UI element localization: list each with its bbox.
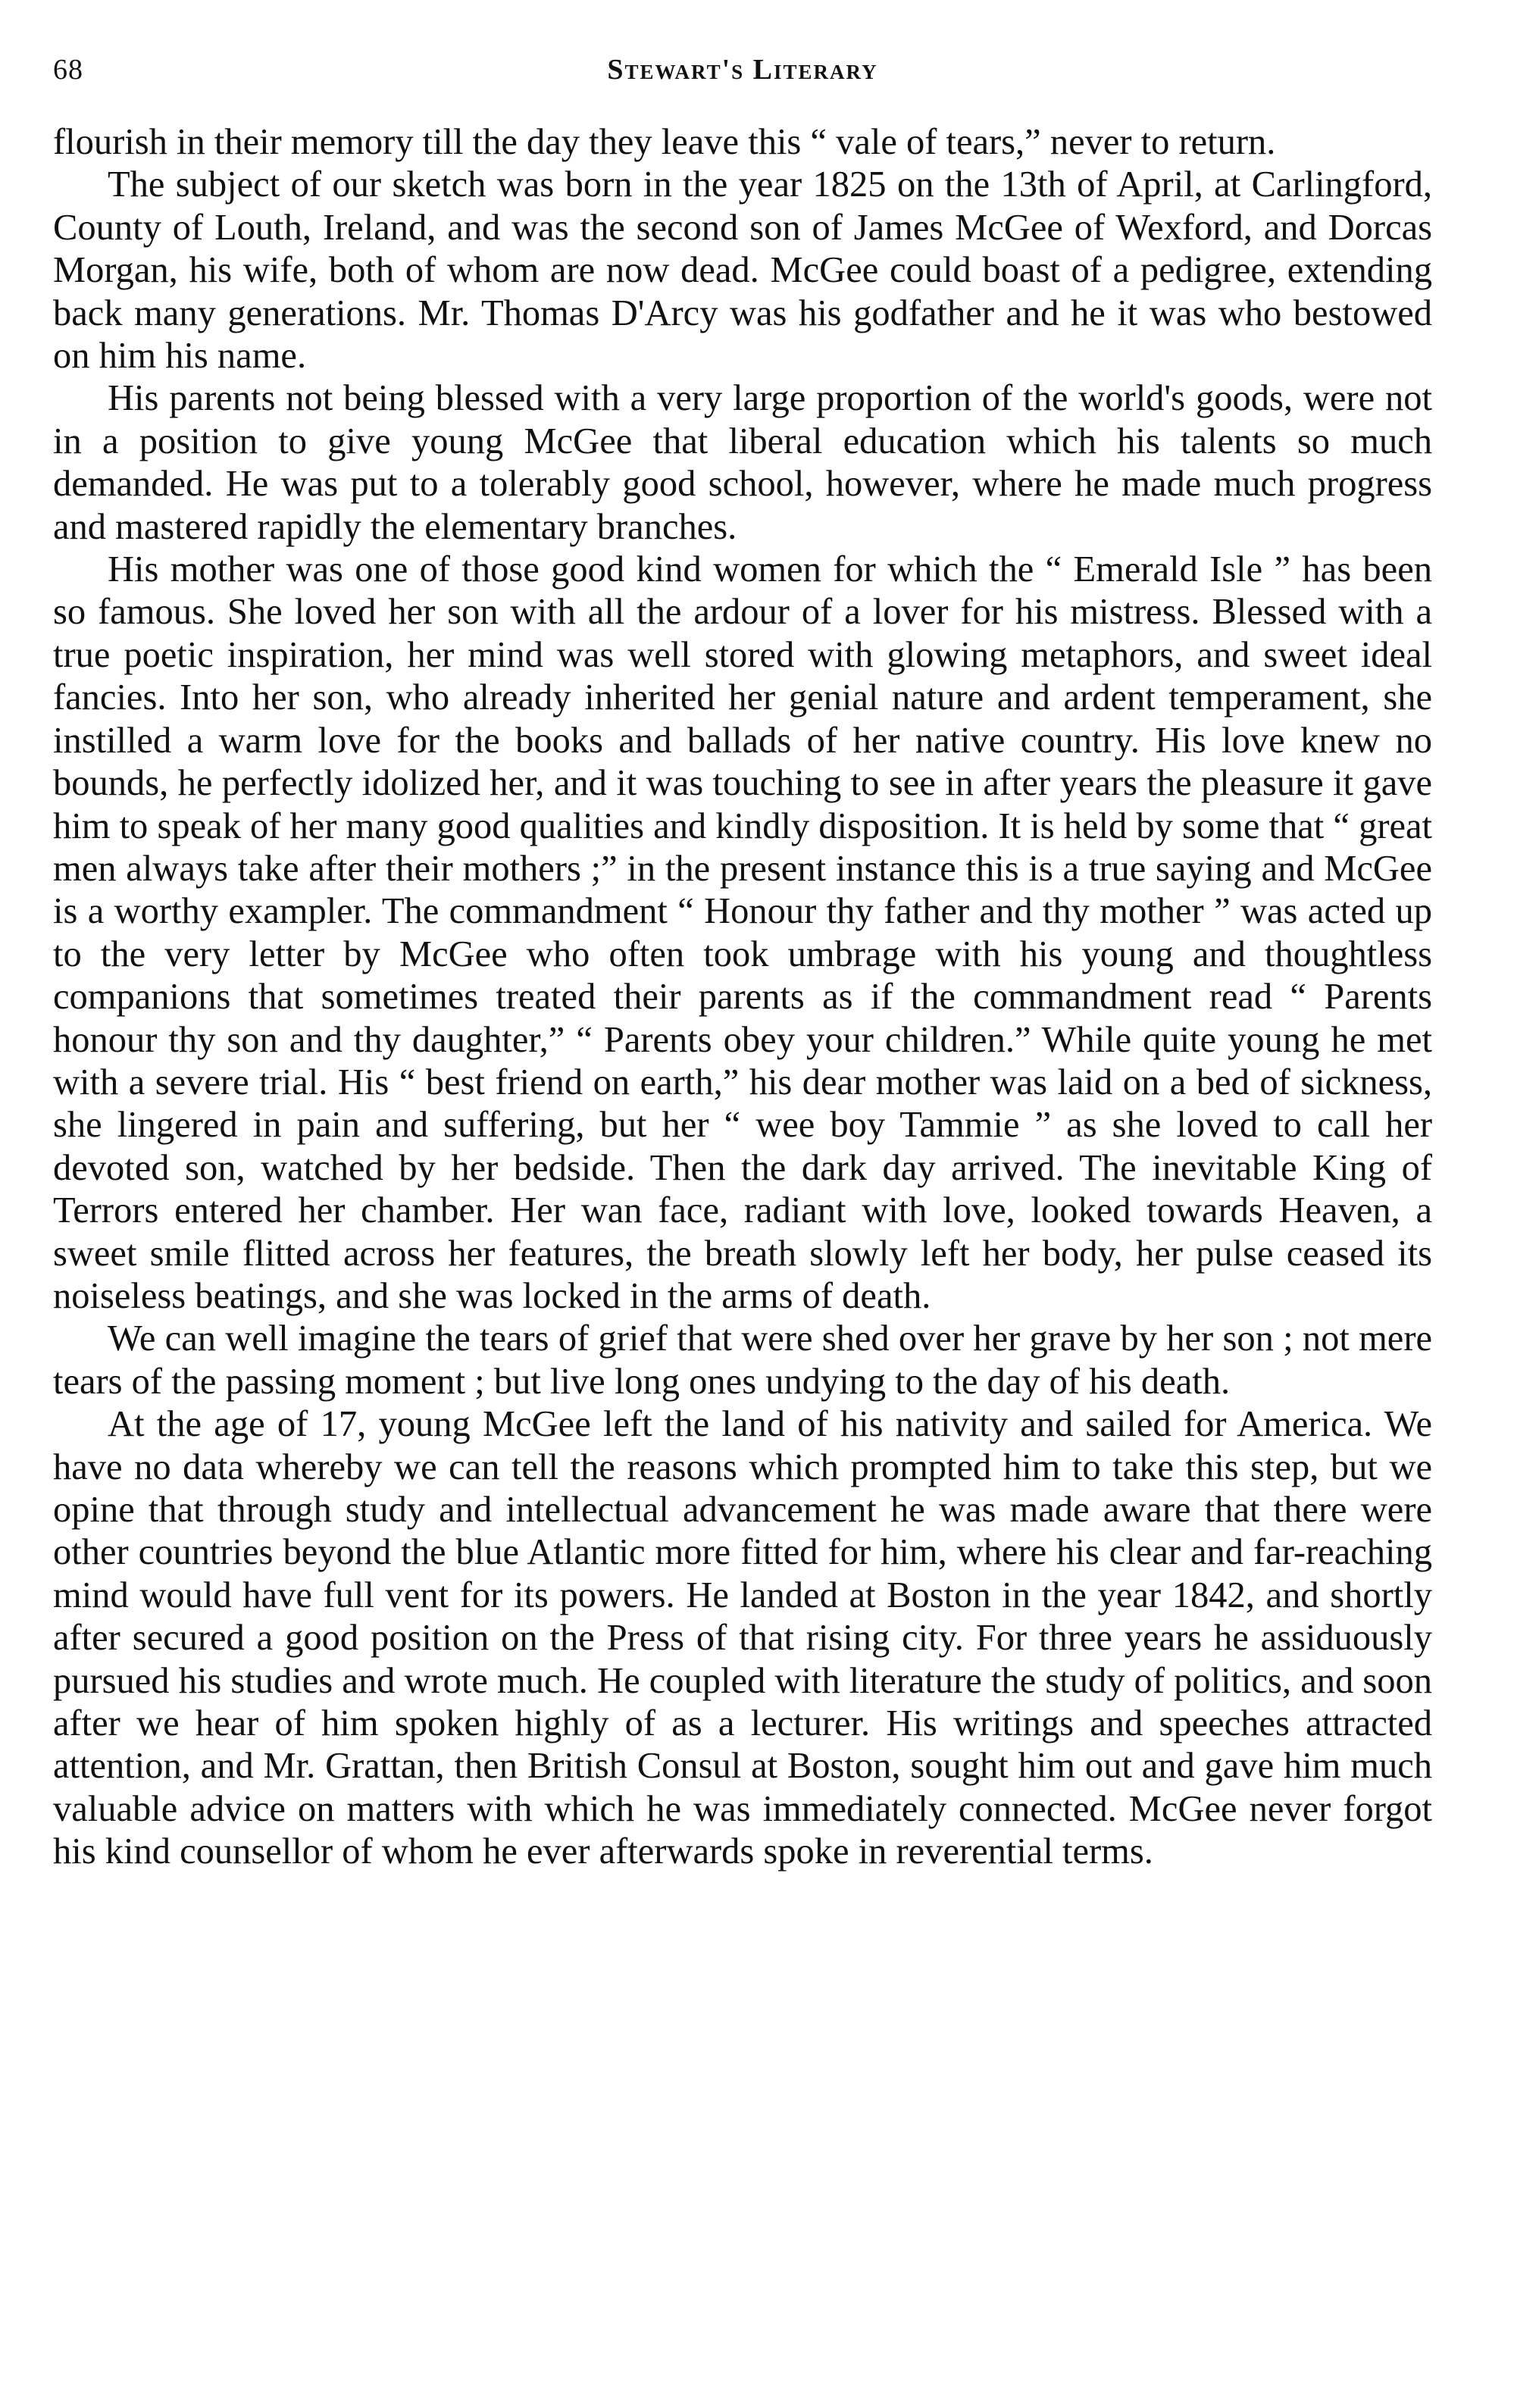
paragraph-2: The subject of our sketch was born in the year 1825 on the 13th of April, at Carlingford, County of Louth, Ireland, and was the second son of James McGee of Wexford, and Dorcas Morgan, his wife, both of whom are now dead. McGee could boast of a pedigree, extending back many generations. Mr. Thomas D'Arcy was his godfather and he it was who bestowed on him his name.	[53, 164, 1432, 377]
book-page	[53, 53, 1432, 1874]
paragraph-1: flourish in their memory till the day they leave this “ vale of tears,” never to return.	[53, 122, 1276, 162]
paragraph-4: His mother was one of those good kind women for which the “ Emerald Isle ” has been so famous. She loved her son with all the ardour of a lover for his mistress. Blessed with a true poetic inspiration, her mind was well stored with glowing metaphors, and sweet ideal fancies. Into her son, who already inherited her genial nature and ardent temperament, she instilled a warm love for the books and ballads of her native country. His love knew no bounds, he perfectly idolized her, and it was touching to see in after years the pleasure it gave him to speak of her many good qualities and kindly disposition. It is held by some that “ great men always take after their mothers ;” in the present instance this is a true saying and McGee is a worthy exampler. The commandment “ Honour thy father and thy mother ” was acted up to the very letter by McGee who often took umbrage with his young and thoughtless companions that sometimes treated their parents as if the commandment read “ Parents honour thy son and thy daughter,” “ Parents obey your children.” While quite young he met with a severe trial. His “ best friend on earth,” his dear mother was laid on a bed of sickness, she lingered in pain and suffering, but her “ wee boy Tammie ” as she loved to call her devoted son, watched by her bedside. Then the dark day arrived. The inevitable King of Terrors entered her chamber. Her wan face, radiant with love, looked towards Heaven, a sweet smile flitted across her features, the breath slowly left her body, her pulse ceased its noiseless beatings, and she was locked in the arms of death.	[53, 549, 1432, 1316]
body-text	[53, 121, 1432, 1874]
paragraph-5: We can well imagine the tears of grief that were shed over her grave by her son ; not mere tears of the passing moment ; but live long ones undying to the day of his death.	[53, 1318, 1432, 1402]
page-number: 68	[53, 54, 83, 86]
paragraph-3: His parents not being blessed with a very large proportion of the world's goods, were not in a position to give young McGee that liberal education which his talents so much demanded. He was put to a tolerably good school, however, where he made much progress and mastered rapidly the elementary branches.	[53, 378, 1432, 547]
page-header	[53, 53, 1432, 99]
running-head: Stewart's Literary	[607, 54, 878, 86]
paragraph-6: At the age of 17, young McGee left the land of his nativity and sailed for America. We have no data whereby we can tell the reasons which prompted him to take this step, but we opine that through study and intellectual advancement he was made aware that there were other countries beyond the blue Atlantic more fitted for him, where his clear and far-reaching mind would have full vent for its powers. He landed at Boston in the year 1842, and shortly after secured a good position on the Press of that rising city. For three years he assiduously pursued his studies and wrote much. He coupled with literature the study of politics, and soon after we hear of him spoken highly of as a lecturer. His writings and speeches attracted attention, and Mr. Grattan, then British Consul at Boston, sought him out and gave him much valuable advice on matters with which he was immediately connected. McGee never forgot his kind counsellor of whom he ever afterwards spoke in reverential terms.	[53, 1404, 1432, 1872]
